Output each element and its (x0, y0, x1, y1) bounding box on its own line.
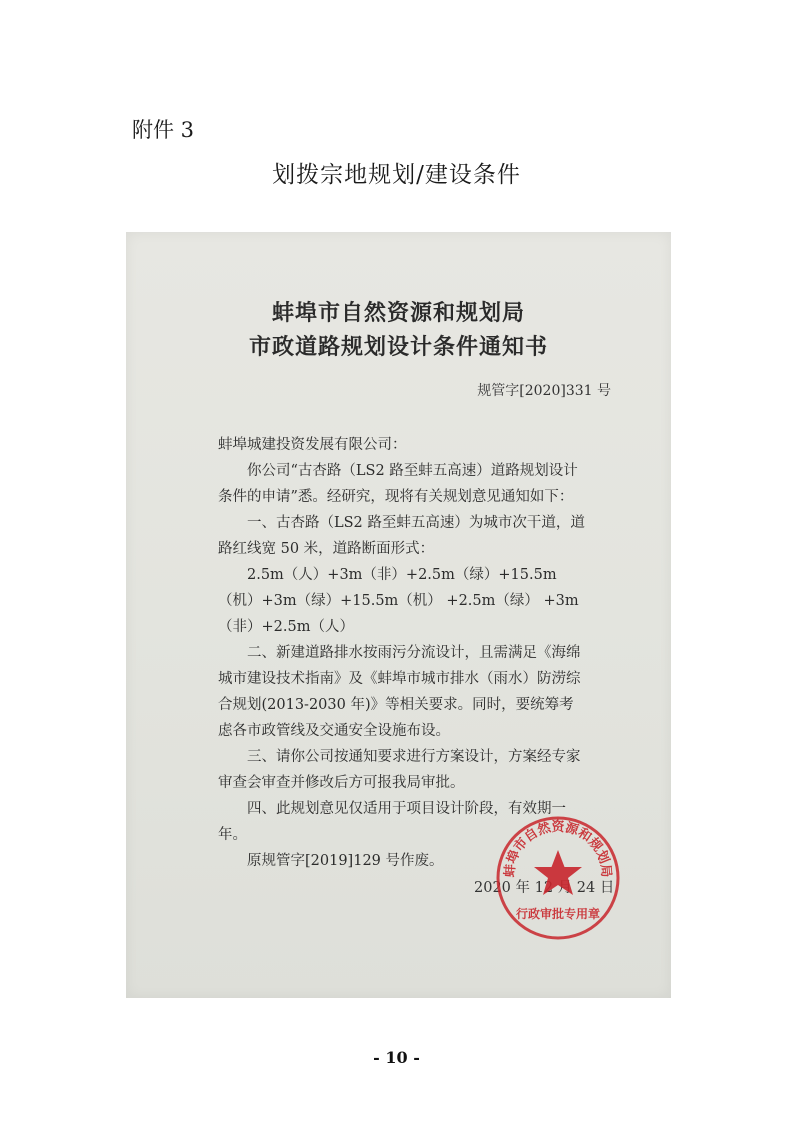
addressee: 蚌埠城建投资发展有限公司： (218, 437, 407, 453)
paragraph-item-1: 一、古杏路（LS2 路至蚌五高速）为城市次干道，道路红线宽 50 米，道路断面形式： (218, 515, 585, 557)
paragraph-item-4: 四、此规划意见仅适用于项目设计阶段，有效期一年。 (218, 801, 566, 843)
page-number: - 10 - (373, 1048, 420, 1067)
official-seal (494, 814, 622, 942)
notice-body (218, 432, 586, 874)
notice-title: 市政道路规划设计条件通知书 (248, 334, 548, 360)
road-cross-section: 2.5m（人）+3m（非）+2.5m（绿）+15.5m（机）+3m（绿）+15.5m（机） +2.5m（绿） +3m（非）+2.5m（人） (218, 567, 579, 635)
scanned-notice (126, 232, 671, 998)
seal-bottom-text: 行政审批专用章 (515, 907, 601, 921)
paragraph-item-2: 二、新建道路排水按雨污分流设计，且需满足《海绵城市建设技术指南》及《蚌埠市城市排水（雨水）防涝综合规划(2013-2030 年)》等相关要求。同时，要统筹考虑各市政管线及交通安全设施布设。 (218, 645, 581, 739)
issue-date: 2020 年 12 月 24 日 (474, 880, 615, 896)
paragraph-void-note: 原规管字[2019]129 号作废。 (247, 853, 444, 869)
seal-star-icon (534, 850, 582, 895)
issuer-title: 蚌埠市自然资源和规划局 (271, 300, 525, 326)
seal-arc-text: 蚌埠市自然资源和规划局 (502, 819, 614, 878)
page-title: 划拨宗地规划/建设条件 (272, 162, 521, 188)
annex-label: 附件 3 (132, 118, 195, 142)
paragraph-item-3: 三、请你公司按通知要求进行方案设计，方案经专家审查会审查并修改后方可报我局审批。 (218, 749, 581, 791)
paragraph-intro: 你公司“古杏路（LS2 路至蚌五高速）道路规划设计条件的申请”悉。经研究，现将有关规划意见通知如下： (218, 463, 578, 505)
document-number: 规管字[2020]331 号 (477, 383, 611, 399)
